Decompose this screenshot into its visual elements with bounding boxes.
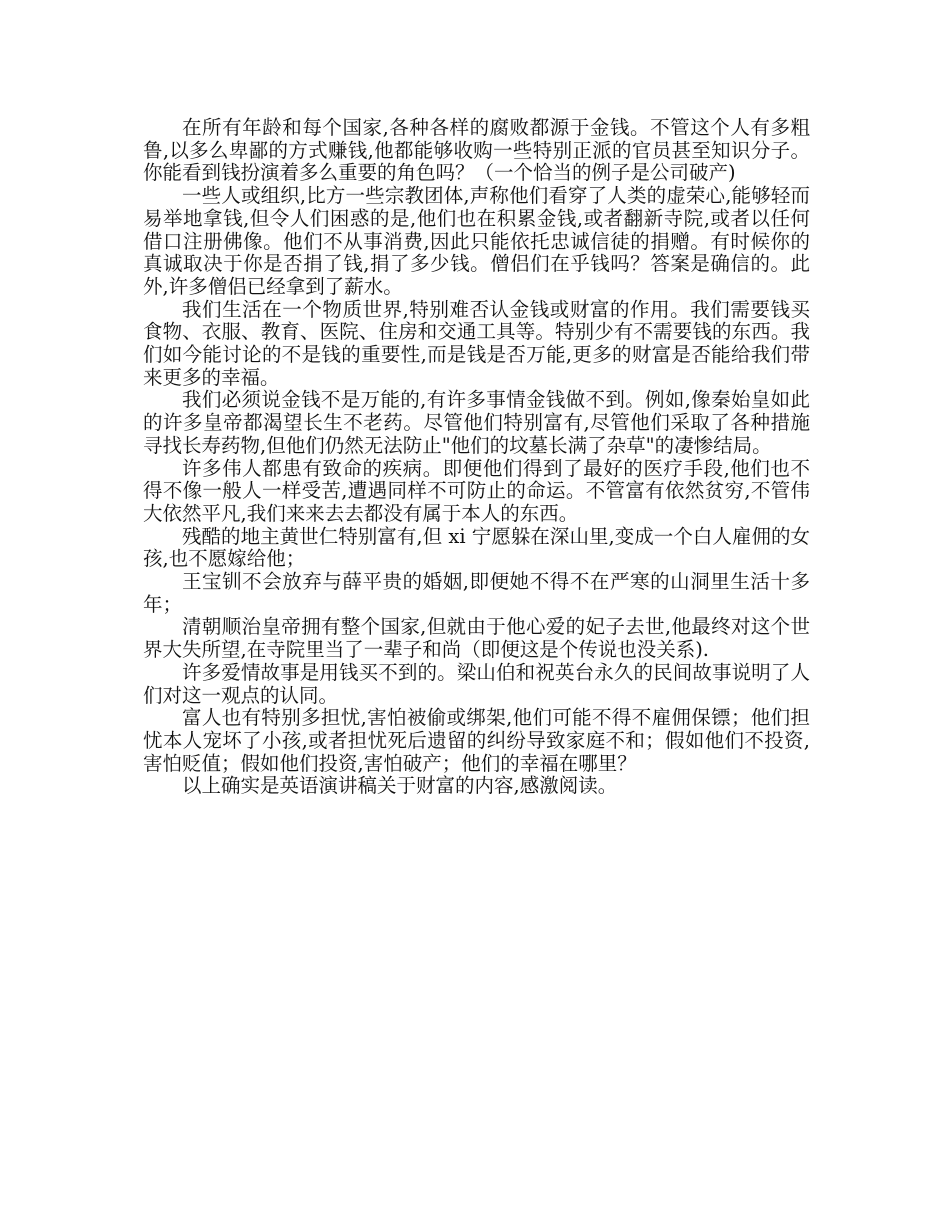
document-body (143, 117, 810, 798)
paragraph-2: 一些人或组织,比方一些宗教团体,声称他们看穿了人类的虚荣心,能够轻而易举地拿钱,但令人们困惑的是,他们也在积累金钱,或者翻新寺院,或者以任何借口注册佛像。他们不从事消费,因此只能依托忠诚信徒的捐赠。有时候你的真诚取决于你是否捐了钱,捐了多少钱。僧侣们在乎钱吗？答案是确信的。此外,许多僧侣已经拿到了薪水。 (143, 184, 810, 298)
paragraph-1: 在所有年龄和每个国家,各种各样的腐败都源于金钱。不管这个人有多粗鲁,以多么卑鄙的方式赚钱,他都能够收购一些特别正派的官员甚至知识分子。你能看到钱扮演着多么重要的角色吗？（一个恰当的例子是公司破产) (143, 116, 810, 185)
paragraph-9: 许多爱情故事是用钱买不到的。梁山伯和祝英台永久的民间故事说明了人们对这一观点的认同。 (143, 660, 810, 707)
paragraph-4: 我们必须说金钱不是万能的,有许多事情金钱做不到。例如,像秦始皇如此的许多皇帝都渴望长生不老药。尽管他们特别富有,尽管他们采取了各种措施寻找长寿药物,但他们仍然无法防止"他们的坟墓长满了杂草"的凄惨结局。 (143, 388, 810, 457)
paragraph-3: 我们生活在一个物质世界,特别难否认金钱或财富的作用。我们需要钱买食物、衣服、教育、医院、住房和交通工具等。特别少有不需要钱的东西。我们如今能讨论的不是钱的重要性,而是钱是否万能,更多的财富是否能给我们带来更多的幸福。 (143, 297, 810, 389)
paragraph-10: 富人也有特别多担忧,害怕被偷或绑架,他们可能不得不雇佣保镖；他们担忧本人宠坏了小孩,或者担忧死后遗留的纠纷导致家庭不和；假如他们不投资,害怕贬值；假如他们投资,害怕破产；他们的幸福在哪里？ (143, 706, 810, 775)
paragraph-6: 残酷的地主黄世仁特别富有,但 xi 宁愿躲在深山里,变成一个白人雇佣的女孩,也不愿嫁给他； (143, 524, 810, 571)
paragraph-5: 许多伟人都患有致命的疾病。即便他们得到了最好的医疗手段,他们也不得不像一般人一样受苦,遭遇同样不可防止的命运。不管富有依然贫穷,不管伟大依然平凡,我们来来去去都没有属于本人的东西。 (143, 456, 810, 525)
paragraph-7: 王宝钏不会放弃与薛平贵的婚姻,即便她不得不在严寒的山洞里生活十多年； (143, 570, 810, 616)
paragraph-8: 清朝顺治皇帝拥有整个国家,但就由于他心爱的妃子去世,他最终对这个世界大失所望,在寺院里当了一辈子和尚（即便这是个传说也没关系). (143, 615, 810, 662)
paragraph-11: 以上确实是英语演讲稿关于财富的内容,感激阅读。 (182, 774, 618, 798)
